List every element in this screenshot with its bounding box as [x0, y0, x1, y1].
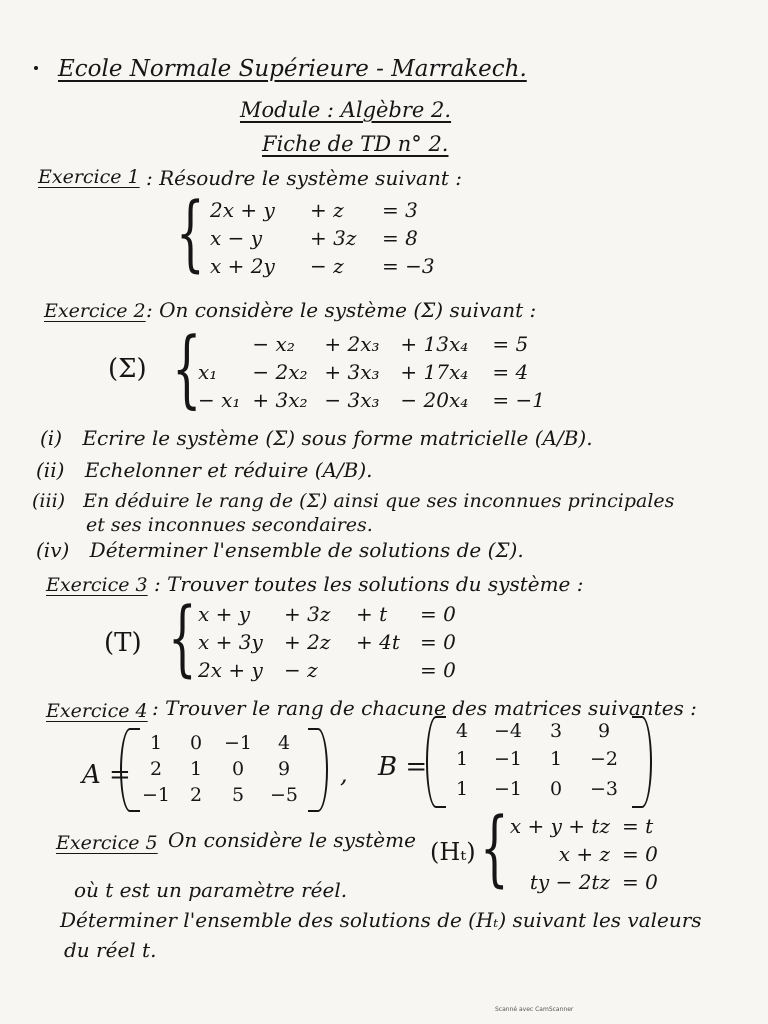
ex4-label: Exercice 4	[46, 700, 148, 722]
matrix-b-cell: −1	[493, 778, 522, 800]
ex5-row	[500, 868, 664, 896]
matrix-a-cell: −1	[141, 784, 170, 806]
ex5-label: Exercice 5	[56, 832, 158, 854]
ex2-cell	[192, 330, 246, 358]
ex3-row	[192, 628, 462, 656]
ex3-cell: + 3z	[284, 602, 331, 626]
ex5-cell: = 0	[622, 842, 658, 866]
matrix-a	[120, 728, 328, 812]
ex1-cell: = 3	[382, 198, 418, 222]
question-text: Déterminer l'ensemble de solutions de (Σ).	[89, 538, 524, 562]
matrix-b-cell: 4	[455, 720, 469, 742]
ex1-statement: : Résoudre le système suivant :	[146, 166, 462, 190]
ex1-cell: − z	[310, 254, 344, 278]
ex1-system	[204, 196, 441, 280]
question-number: (iv)	[36, 538, 70, 562]
ex1-cell: + z	[310, 198, 344, 222]
ex2-question	[32, 490, 674, 512]
sheet-title: Fiche de TD n° 2.	[262, 132, 449, 156]
matrix-b-cell: 0	[549, 778, 563, 800]
ex1-brace: {	[176, 186, 205, 281]
question-number: (iii)	[32, 490, 66, 512]
ex3-cell: + t	[356, 602, 388, 626]
ex5-statement: On considère le système	[168, 828, 416, 852]
ex3-cell: = 0	[420, 602, 456, 626]
matrix-a-cell: −1	[223, 732, 252, 754]
ex5-cell: = t	[622, 814, 654, 838]
ex2-cell: + 2x₃	[324, 332, 380, 356]
matrix-a-cell: 0	[231, 758, 245, 780]
bullet-dot	[34, 66, 38, 70]
ex3-label: Exercice 3	[46, 574, 148, 596]
question-text: Ecrire le système (Σ) sous forme matricielle (A/B).	[82, 426, 593, 450]
ex2-question	[36, 458, 373, 482]
ex2-statement: : On considère le système (Σ) suivant :	[146, 298, 537, 322]
ex3-cell: 2x + y	[198, 658, 263, 682]
matrix-b-cell: −1	[493, 748, 522, 770]
ex5-row	[500, 840, 664, 868]
ex2-cell: = 5	[492, 332, 529, 356]
matrix-b-cell: 1	[549, 748, 563, 770]
matrix-a-cell: 0	[189, 732, 203, 754]
ex3-statement: : Trouver toutes les solutions du système :	[154, 572, 584, 596]
ex2-question	[36, 538, 524, 562]
matrix-a-cell: 1	[149, 732, 163, 754]
matrix-b-cell: −3	[589, 778, 618, 800]
ex2-cell: + 13x₄	[400, 332, 469, 356]
ex3-cell: + 4t	[356, 630, 400, 654]
matrix-a-cell: −5	[269, 784, 298, 806]
matrix-b	[426, 716, 652, 808]
ex5-system-name: (Hₜ)	[430, 838, 476, 866]
ex2-cell: + 3x₃	[324, 360, 380, 384]
ex5-cell: ty − 2tz	[529, 870, 610, 894]
matrix-a-cell: 1	[189, 758, 203, 780]
scanner-watermark: Scanné avec CamScanner	[495, 1006, 574, 1013]
matrix-a-cell: 4	[277, 732, 291, 754]
ex1-row	[204, 224, 441, 252]
ex5-param-text: où t est un paramètre réel.	[74, 878, 348, 902]
ex1-label: Exercice 1	[38, 166, 140, 188]
ex4-statement: : Trouver le rang de chacune des matrices suivantes :	[152, 696, 697, 720]
ex5-cell: x + z	[558, 842, 610, 866]
matrix-b-cell: −4	[493, 720, 522, 742]
matrix-b-cell: 3	[549, 720, 563, 742]
matrix-separator: ,	[340, 760, 348, 788]
matrix-b-cell: 1	[455, 748, 469, 770]
ex2-row	[192, 386, 551, 414]
ex3-cell: − z	[284, 658, 318, 682]
ex2-cell: + 3x₂	[252, 388, 308, 412]
ex2-brace: {	[172, 319, 202, 417]
ex3-system	[192, 600, 462, 684]
ex3-cell: = 0	[420, 658, 456, 682]
matrix-b-cell: 1	[455, 778, 469, 800]
question-text: Echelonner et réduire (A/B).	[84, 458, 373, 482]
ex3-cell: x + y	[198, 602, 251, 626]
ex5-row	[500, 812, 664, 840]
ex3-row	[192, 656, 462, 684]
module-title: Module : Algèbre 2.	[240, 98, 452, 122]
ex1-cell: = 8	[382, 226, 418, 250]
ex2-cell: − 3x₃	[324, 388, 380, 412]
matrix-b-right-paren	[632, 716, 652, 808]
ex2-cell: − 20x₄	[400, 388, 469, 412]
ex1-row	[204, 196, 441, 224]
ex2-question	[40, 426, 593, 450]
question-number: (i)	[40, 426, 63, 450]
ex3-cell	[350, 656, 414, 684]
ex1-row	[204, 252, 441, 280]
ex1-cell: x + 2y	[210, 254, 275, 278]
question-number: (ii)	[36, 458, 65, 482]
matrix-b-cell: 9	[597, 720, 611, 742]
ex3-row	[192, 600, 462, 628]
ex3-system-name: (T)	[104, 628, 142, 658]
ex2-system-name: (Σ)	[108, 354, 147, 384]
matrix-a-cell: 9	[277, 758, 291, 780]
matrix-a-right-paren	[308, 728, 328, 812]
ex2-cell: + 17x₄	[400, 360, 469, 384]
ex3-cell: + 2z	[284, 630, 331, 654]
matrix-b-name: B =	[378, 752, 428, 782]
ex3-cell: x + 3y	[198, 630, 263, 654]
ex2-cell: − x₁	[198, 388, 241, 412]
ex2-cell: = 4	[492, 360, 529, 384]
ex5-brace: {	[480, 801, 509, 896]
ex5-cell: = 0	[622, 870, 658, 894]
ex5-system	[500, 812, 664, 896]
ex5-question-line2: du réel t.	[64, 938, 157, 962]
ex2-cell: − x₂	[252, 332, 295, 356]
ex3-brace: {	[168, 591, 197, 686]
ex2-cell: − 2x₂	[252, 360, 308, 384]
ex5-cell: x + y + tz	[509, 814, 610, 838]
ex2-row	[192, 330, 551, 358]
matrix-a-cell: 5	[231, 784, 245, 806]
ex2-row	[192, 358, 551, 386]
ex3-cell: = 0	[420, 630, 456, 654]
ex2-cell: = −1	[492, 388, 546, 412]
ex2-label: Exercice 2	[44, 300, 146, 322]
matrix-a-cell: 2	[189, 784, 203, 806]
ex2-system	[192, 330, 551, 414]
ex1-cell: x − y	[210, 226, 263, 250]
school-title: Ecole Normale Supérieure - Marrakech.	[58, 56, 527, 82]
ex2-question-continued: et ses inconnues secondaires.	[86, 514, 373, 536]
matrix-a-cell: 2	[149, 758, 163, 780]
ex1-cell: 2x + y	[210, 198, 275, 222]
ex1-cell: + 3z	[310, 226, 357, 250]
ex1-cell: = −3	[382, 254, 435, 278]
matrix-a-name: A =	[82, 760, 131, 790]
ex5-question-line1: Déterminer l'ensemble des solutions de (Hₜ) suivant les valeurs	[60, 908, 702, 932]
question-text: En déduire le rang de (Σ) ainsi que ses inconnues principales	[83, 490, 675, 512]
ex2-cell: x₁	[198, 360, 218, 384]
matrix-b-cell: −2	[589, 748, 618, 770]
